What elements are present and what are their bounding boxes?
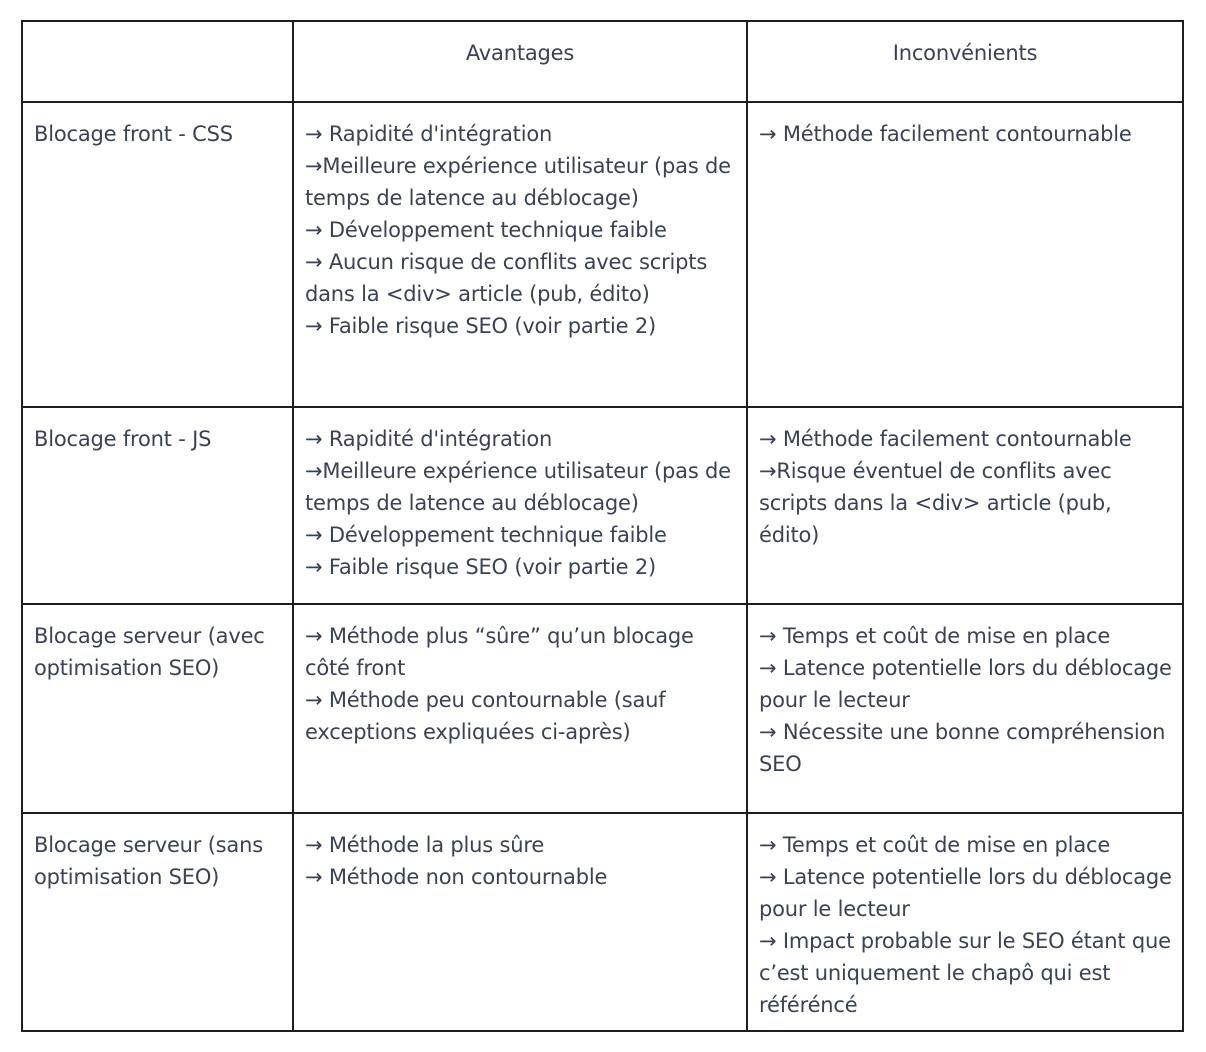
inconvenient-item: → Temps et coût de mise en place bbox=[759, 833, 1111, 857]
row-label: Blocage serveur (sans optimisation SEO) bbox=[34, 833, 263, 889]
avantage-item: → Aucun risque de conflits avec scripts dans la <div> article (pub, édito) bbox=[305, 250, 708, 306]
header-cell-inconvenients bbox=[747, 21, 1183, 102]
header-inconvenients: Inconvénients bbox=[892, 41, 1038, 65]
avantage-item: → Méthode plus “sûre” qu’un blocage côté front bbox=[305, 624, 694, 680]
comparison-table bbox=[21, 20, 1184, 1032]
table-row bbox=[22, 102, 1183, 407]
inconvenients-cell bbox=[747, 407, 1183, 604]
row-label: Blocage front - CSS bbox=[34, 122, 233, 146]
inconvenient-item: → Latence potentielle lors du déblocage pour le lecteur bbox=[759, 656, 1172, 712]
inconvenient-item: → Méthode facilement contournable bbox=[759, 427, 1132, 451]
table-row bbox=[22, 604, 1183, 813]
avantage-item: → Rapidité d'intégration bbox=[305, 427, 553, 451]
avantages-cell bbox=[293, 102, 747, 407]
avantage-item: → Faible risque SEO (voir partie 2) bbox=[305, 314, 656, 338]
inconvenient-item: → Latence potentielle lors du déblocage pour le lecteur bbox=[759, 865, 1172, 921]
avantage-item: →Meilleure expérience utilisateur (pas de temps de latence au déblocage) bbox=[305, 459, 731, 515]
table-row bbox=[22, 407, 1183, 604]
avantage-item: → Méthode non contournable bbox=[305, 865, 608, 889]
inconvenient-item: → Nécessite une bonne compréhension SEO bbox=[759, 720, 1166, 776]
avantage-item: → Méthode la plus sûre bbox=[305, 833, 545, 857]
header-row bbox=[22, 21, 1183, 102]
row-label-cell bbox=[22, 102, 293, 407]
inconvenient-item: → Méthode facilement contournable bbox=[759, 122, 1132, 146]
inconvenients-cell bbox=[747, 102, 1183, 407]
avantages-cell bbox=[293, 407, 747, 604]
avantages-cell bbox=[293, 813, 747, 1031]
header-cell-empty bbox=[22, 21, 293, 102]
inconvenient-item: → Temps et coût de mise en place bbox=[759, 624, 1111, 648]
row-label: Blocage front - JS bbox=[34, 427, 212, 451]
header-cell-avantages bbox=[293, 21, 747, 102]
avantage-item: → Rapidité d'intégration bbox=[305, 122, 553, 146]
avantage-item: →Meilleure expérience utilisateur (pas de temps de latence au déblocage) bbox=[305, 154, 731, 210]
row-label-cell bbox=[22, 407, 293, 604]
row-label: Blocage serveur (avec optimisation SEO) bbox=[34, 624, 265, 680]
row-label-cell bbox=[22, 604, 293, 813]
table-row bbox=[22, 813, 1183, 1031]
inconvenients-cell bbox=[747, 813, 1183, 1031]
avantage-item: → Développement technique faible bbox=[305, 218, 667, 242]
header-avantages: Avantages bbox=[465, 41, 575, 65]
avantage-item: → Méthode peu contournable (sauf exceptions expliquées ci-après) bbox=[305, 688, 666, 744]
inconvenient-item: →Risque éventuel de conflits avec scripts dans la <div> article (pub, édito) bbox=[759, 459, 1112, 547]
avantages-cell bbox=[293, 604, 747, 813]
avantage-item: → Développement technique faible bbox=[305, 523, 667, 547]
row-label-cell bbox=[22, 813, 293, 1031]
avantage-item: → Faible risque SEO (voir partie 2) bbox=[305, 555, 656, 579]
inconvenient-item: → Impact probable sur le SEO étant que c’est uniquement le chapô qui est référéncé bbox=[759, 929, 1171, 1017]
inconvenients-cell bbox=[747, 604, 1183, 813]
